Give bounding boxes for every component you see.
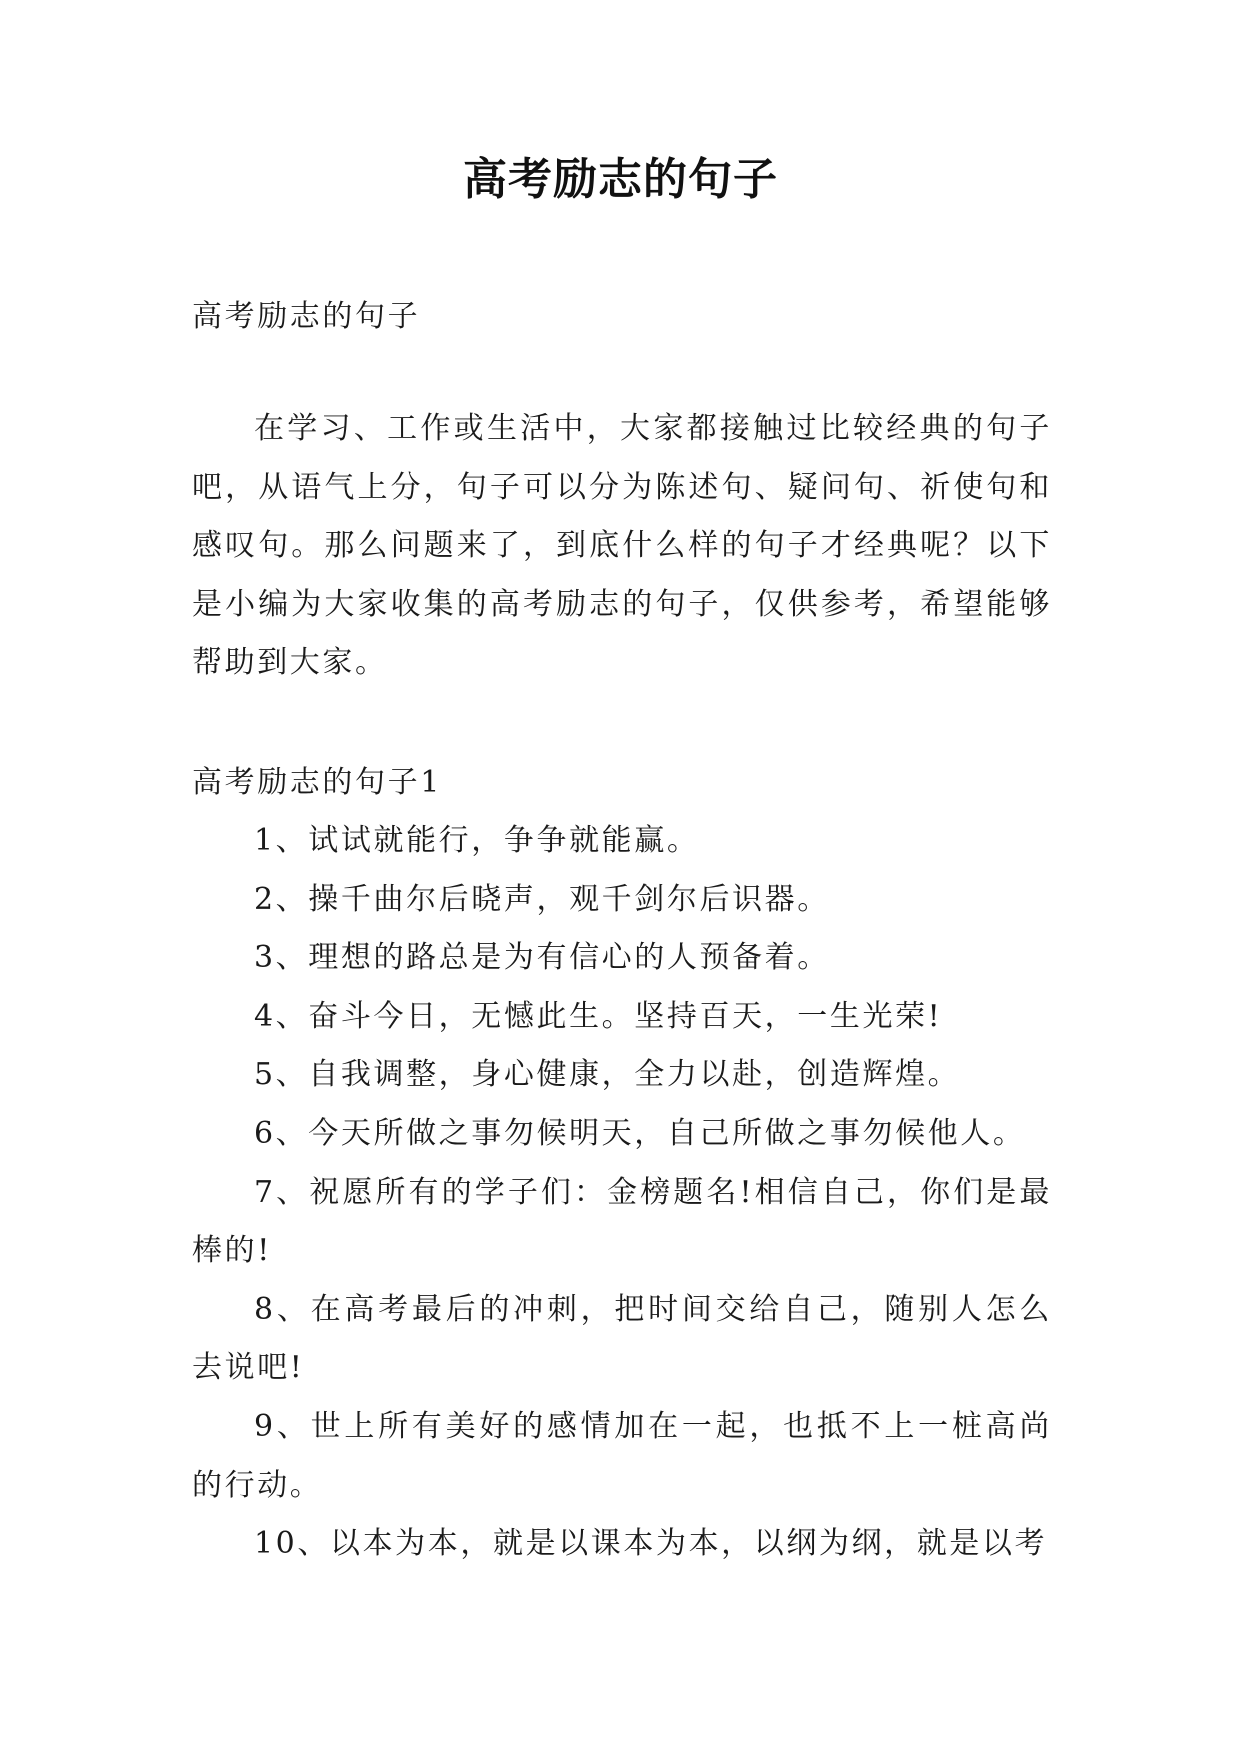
quote-item: 6、今天所做之事勿候明天，自己所做之事勿候他人。 <box>254 1115 1026 1151</box>
quote-item: 3、理想的路总是为有信心的人预备着。 <box>254 940 830 976</box>
quote-item: 2、操千曲尔后晓声，观千剑尔后识器。 <box>254 881 830 917</box>
quote-list <box>192 812 1052 1574</box>
quote-item: 1、试试就能行，争争就能赢。 <box>254 823 700 858</box>
quote-item: 8、在高考最后的冲刺，把时间交给自己，随别人怎么去说吧! <box>192 1291 1052 1386</box>
intro-paragraph: 在学习、工作或生活中，大家都接触过比较经典的句子吧，从语气上分，句子可以分为陈述句、疑问句、祈使句和感叹句。那么问题来了，到底什么样的句子才经典呢？以下是小编为大家收集的高考励志的句子，仅供参考，希望能够帮助到大家。 <box>192 411 1052 681</box>
quote-item: 10、以本为本，就是以课本为本，以纲为纲，就是以考 <box>254 1526 1048 1562</box>
quote-item: 7、祝愿所有的学子们：金榜题名!相信自己，你们是最棒的! <box>192 1174 1052 1269</box>
document-subtitle: 高考励志的句子 <box>192 299 421 334</box>
quote-item: 9、世上所有美好的感情加在一起，也抵不上一桩高尚的行动。 <box>192 1408 1052 1503</box>
document-title: 高考励志的句子 <box>463 154 778 205</box>
section-heading: 高考励志的句子1 <box>192 765 442 800</box>
quote-item: 4、奋斗今日，无憾此生。坚持百天，一生光荣! <box>254 998 943 1034</box>
quote-item: 5、自我调整，身心健康，全力以赴，创造辉煌。 <box>254 1057 961 1093</box>
